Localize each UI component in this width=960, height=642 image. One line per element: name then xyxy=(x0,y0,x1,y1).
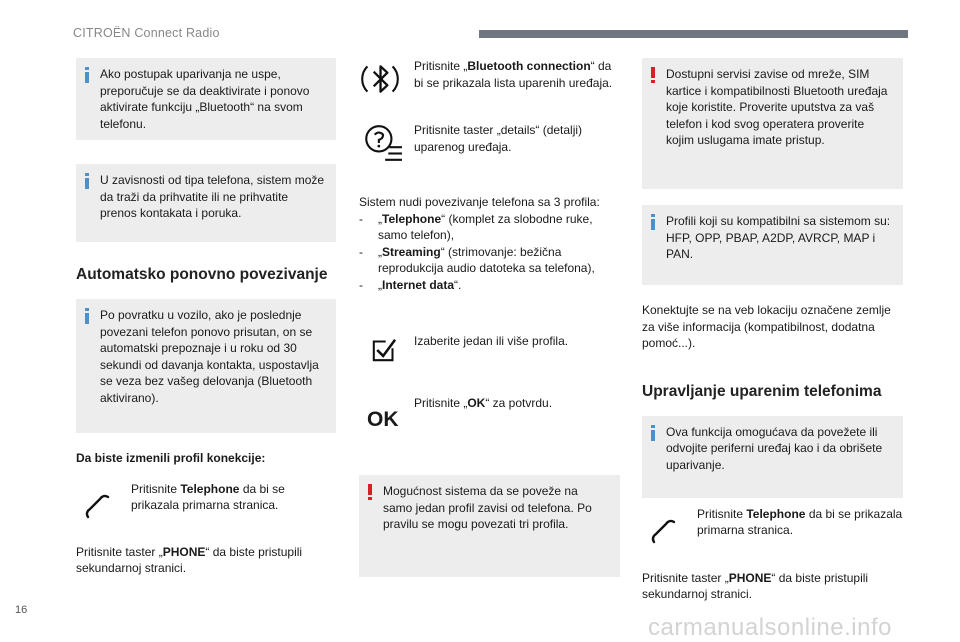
section-title: Automatsko ponovno povezivanje xyxy=(76,266,328,283)
instruction-step xyxy=(359,391,620,431)
profiles-intro: Sistem nudi povezivanje telefona sa 3 profila: xyxy=(359,195,600,209)
note-text: Po povratku u vozilo, ako je poslednje povezani telefon ponovo prisutan, on se automatski prepoznaje i u roku od 30 sekundi od davanja kontakta, uspostavlja se veza bez vašeg delovanja (Bluetooth aktivirano). xyxy=(100,308,319,405)
step-text: Pritisnite Telephone da bi se prikazala primarna stranica. xyxy=(131,481,285,512)
header-title: CITROËN Connect Radio xyxy=(73,26,220,40)
watermark: carmanualsonline.info xyxy=(648,614,892,641)
warning-icon xyxy=(651,67,655,83)
warning-note xyxy=(642,58,903,189)
section-title: Upravljanje uparenim telefonima xyxy=(642,382,882,400)
info-icon xyxy=(651,214,655,230)
note-text: Ova funkcija omogućava da povežete ili odvojite periferni uređaj kao i da obrišete uparivanje. xyxy=(666,424,883,472)
list-item: - „Streaming“ (strimovanje: bežična reprodukcija audio datoteka sa telefona), xyxy=(359,244,620,277)
header-bar xyxy=(479,30,908,38)
step-text: Pritisnite taster „PHONE“ da biste pristupili sekundarnoj stranici. xyxy=(76,544,303,575)
instruction-step xyxy=(359,58,620,98)
list-item: - „Telephone“ (komplet za slobodne ruke, samo telefon), xyxy=(359,211,620,244)
column-3 xyxy=(642,58,903,603)
info-note xyxy=(642,416,903,498)
checkbox-icon xyxy=(367,333,401,367)
note-text: U zavisnosti od tipa telefona, sistem može da traži da prihvatite ili ne prihvatite prenos kontakata i poruka. xyxy=(100,173,325,220)
instruction-step xyxy=(642,506,903,546)
step-text: Pritisnite „Bluetooth connection“ da bi se prikazala lista uparenih uređaja. xyxy=(414,59,613,90)
column-1 xyxy=(76,58,336,577)
phone-handset-icon xyxy=(78,487,118,527)
note-text: Profili koji su kompatibilni sa sistemom su: HFP, OPP, PBAP, A2DP, AVRCP, MAP i PAN. xyxy=(666,214,891,261)
info-note xyxy=(642,205,903,285)
list-item: - „Internet data“. xyxy=(359,277,620,294)
info-icon xyxy=(651,425,655,441)
instruction-step xyxy=(76,481,336,521)
step-text: Izaberite jedan ili više profila. xyxy=(414,334,569,348)
note-text: Ako postupak uparivanja ne uspe, preporučuje se da deaktivirate i ponovo aktivirate funkciju „Bluetooth“ na svom telefonu. xyxy=(100,67,310,131)
note-text: Dostupni servisi zavise od mreže, SIM kartice i kompatibilnosti Bluetooth uređaja koje koristite. Proverite uputstva za vaš telefon i kod svog operatera proverite kojim uslugama imate pristup. xyxy=(666,67,888,147)
info-icon xyxy=(85,308,89,324)
info-icon xyxy=(85,67,89,83)
note-text: Mogućnost sistema da se poveže na samo jedan profil zavisi od telefona. Po pravilu se mogu povezati tri profila. xyxy=(383,484,592,531)
step-text: Pritisnite taster „PHONE“ da biste pristupili sekundarnoj stranici. xyxy=(642,570,869,601)
phone-handset-icon xyxy=(644,512,684,552)
info-note xyxy=(76,164,336,242)
bluetooth-connection-icon xyxy=(359,58,401,100)
profile-list xyxy=(359,211,620,294)
info-note xyxy=(76,58,336,140)
page-number: 16 xyxy=(15,604,28,616)
info-note xyxy=(76,299,336,433)
step-text: Pritisnite „OK“ za potvrdu. xyxy=(414,396,553,410)
warning-note xyxy=(359,475,620,577)
details-icon xyxy=(361,122,403,164)
instruction-step xyxy=(359,122,620,162)
step-text: Pritisnite taster „details“ (detalji) uparenog uređaja. xyxy=(414,123,583,154)
profile-heading: Da biste izmenili profil konekcije: xyxy=(76,451,266,465)
instruction-step xyxy=(359,329,620,369)
warning-icon xyxy=(368,484,372,500)
column-2 xyxy=(359,58,620,577)
info-icon xyxy=(85,173,89,189)
step-text: Pritisnite Telephone da bi se prikazala primarna stranica. xyxy=(697,506,903,537)
ok-button-icon: OK xyxy=(367,408,399,431)
web-info-text: Konektujte se na veb lokaciju označene zemlje za više informacija (kompatibilnost, dodatna pomoć...). xyxy=(642,303,891,350)
